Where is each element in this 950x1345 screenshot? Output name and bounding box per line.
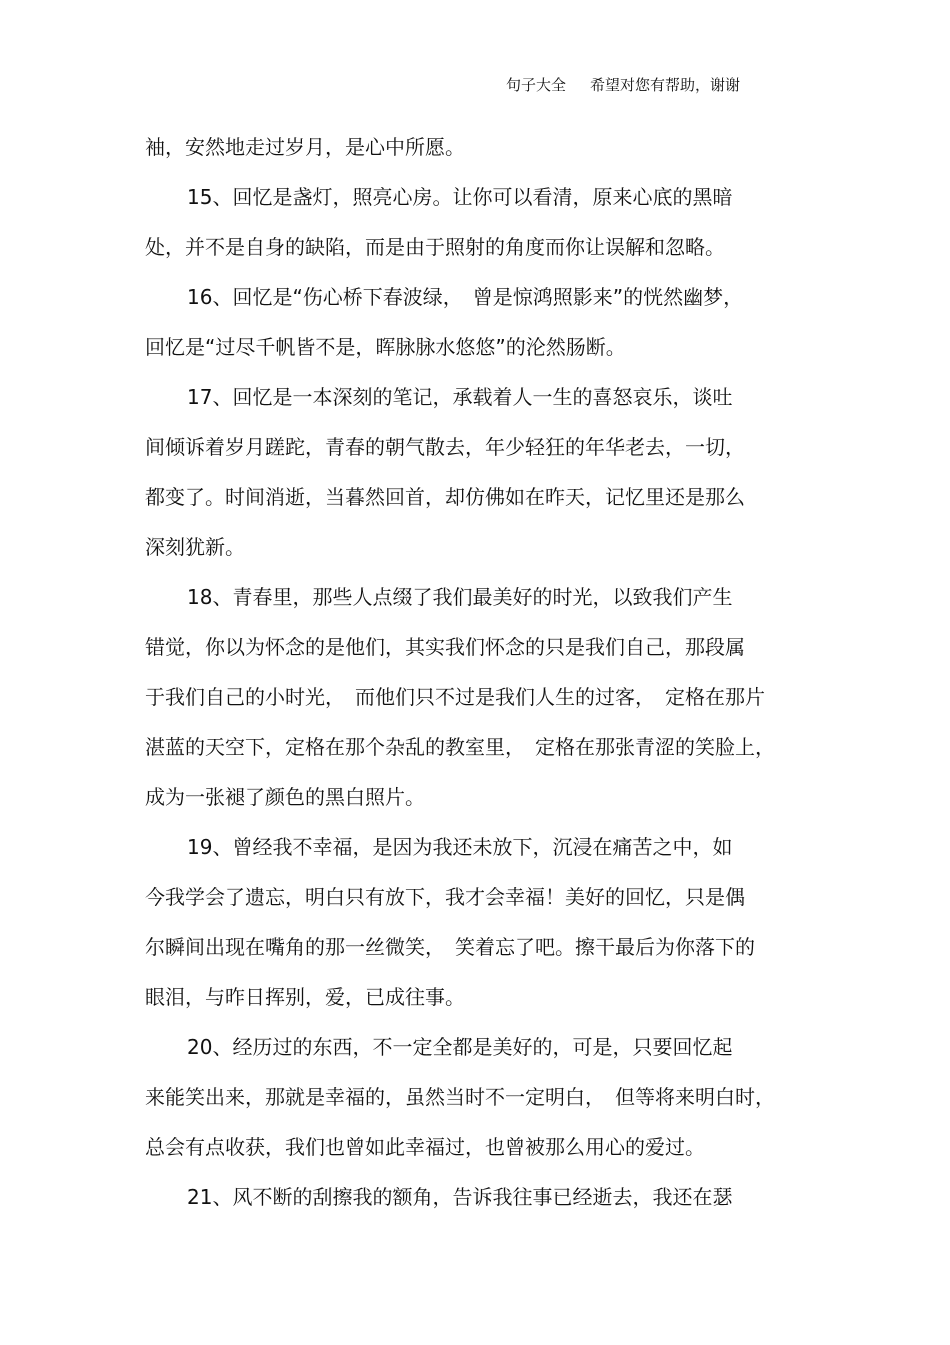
header-site-name: 句子大全: [506, 76, 567, 94]
text-line: 湛蓝的天空下，定格在那个杂乱的教室里， 定格在那张青涩的笑脸上，: [145, 735, 775, 759]
text-line: 20、经历过的东西，不一定全都是美好的，可是，只要回忆起: [187, 1035, 733, 1059]
text-line: 18、青春里，那些人点缀了我们最美好的时光，以致我们产生: [187, 585, 733, 609]
text-line: 间倾诉着岁月蹉跎，青春的朝气散去，年少轻狂的年华老去，一切，: [145, 435, 745, 459]
text-line: 总会有点收获，我们也曾如此幸福过，也曾被那么用心的爱过。: [145, 1135, 705, 1159]
text-line: 成为一张褪了颜色的黑白照片。: [145, 785, 425, 809]
text-line: 21、风不断的刮擦我的额角，告诉我往事已经逝去，我还在瑟: [187, 1185, 733, 1209]
text-line: 都变了。时间消逝，当暮然回首，却仿佛如在昨天，记忆里还是那么: [145, 485, 745, 509]
text-line: 今我学会了遗忘，明白只有放下，我才会幸福！美好的回忆，只是偶: [145, 885, 745, 909]
text-line: 于我们自己的小时光， 而他们只不过是我们人生的过客， 定格在那片: [145, 685, 765, 709]
document-body: [145, 122, 825, 1222]
text-line: 16、回忆是“伤心桥下春波绿， 曾是惊鸿照影来”的恍然幽梦，: [187, 285, 744, 309]
text-line: 17、回忆是一本深刻的笔记，承载着人一生的喜怒哀乐，谈吐: [187, 385, 733, 409]
text-line: 深刻犹新。: [145, 535, 245, 559]
text-line: 袖，安然地走过岁月，是心中所愿。: [145, 135, 465, 159]
text-line: 眼泪，与昨日挥别，爱，已成往事。: [145, 985, 465, 1009]
text-line: 来能笑出来，那就是幸福的，虽然当时不一定明白， 但等将来明白时，: [145, 1085, 775, 1109]
text-line: 19、曾经我不幸福，是因为我还未放下，沉浸在痛苦之中，如: [187, 835, 733, 859]
text-line: 错觉，你以为怀念的是他们，其实我们怀念的只是我们自己，那段属: [145, 635, 745, 659]
text-line: 15、回忆是盏灯，照亮心房。让你可以看清，原来心底的黑暗: [187, 185, 733, 209]
header-thanks-note: 希望对您有帮助，谢谢: [590, 76, 741, 94]
page-header: [506, 74, 740, 95]
text-line: 处，并不是自身的缺陷，而是由于照射的角度而你让误解和忽略。: [145, 235, 725, 259]
text-line: 尔瞬间出现在嘴角的那一丝微笑， 笑着忘了吧。擦干最后为你落下的: [145, 935, 755, 959]
text-line: 回忆是“过尽千帆皆不是，晖脉脉水悠悠”的沦然肠断。: [145, 335, 626, 359]
